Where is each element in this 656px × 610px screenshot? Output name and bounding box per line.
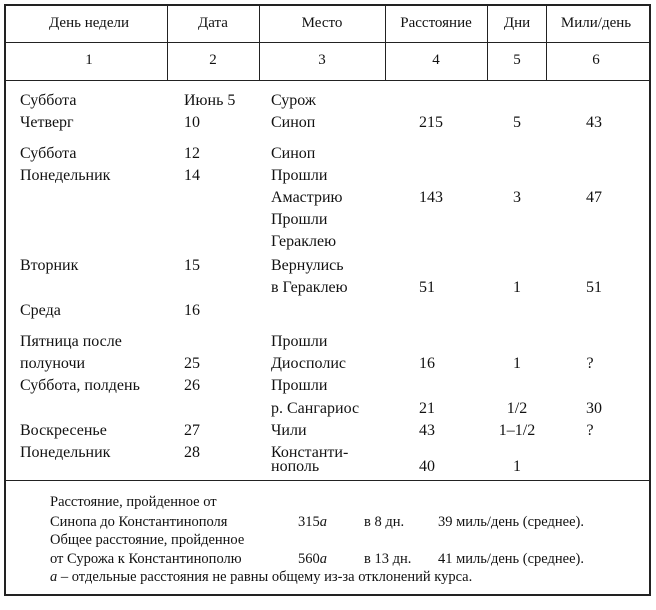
cell-place: Прошли — [271, 211, 328, 228]
cell-place: Прошли — [271, 377, 328, 394]
header-place: Место — [301, 15, 343, 31]
cell-place: р. Сангариос — [271, 400, 360, 417]
cell-place: Чили — [271, 422, 307, 439]
col-sep-1 — [167, 4, 168, 81]
cell-mpd: 30 — [586, 400, 602, 417]
cell-days: 1 — [513, 458, 521, 475]
cell-days: 3 — [513, 189, 521, 206]
footer-days: в 8 дн. — [364, 514, 405, 530]
cell-day: полуночи — [20, 355, 86, 372]
cell-date: 15 — [184, 257, 200, 274]
footer-note-marker: a — [50, 569, 58, 585]
cell-distance: 51 — [419, 279, 435, 296]
cell-date: 27 — [184, 422, 200, 439]
cell-days: 1–1/2 — [498, 422, 536, 439]
cell-date: 12 — [184, 145, 200, 162]
cell-day: Пятница после — [20, 333, 122, 350]
footer-text: – отдельные расстояния не равны общему из-за отклонений курса. — [57, 569, 473, 585]
cell-days: 5 — [513, 114, 521, 131]
cell-distance: 40 — [419, 458, 435, 475]
header-day: День недели — [49, 15, 129, 31]
footer-line-3 — [50, 532, 244, 549]
cell-distance: 16 — [419, 355, 435, 372]
cell-date: 14 — [184, 167, 200, 184]
header-divider — [4, 42, 651, 43]
col-sep-4 — [487, 4, 488, 81]
table-border-bottom — [4, 594, 651, 596]
cell-distance: 215 — [419, 114, 443, 131]
table-border-right — [649, 4, 651, 596]
cell-mpd: 51 — [586, 279, 602, 296]
cell-days: 1 — [513, 279, 521, 296]
cell-day: Суббота — [20, 92, 77, 109]
cell-date: Июнь 5 — [184, 92, 236, 109]
header-miles-per-day: Мили/день — [560, 15, 632, 31]
cell-place: Синоп — [271, 114, 316, 131]
cell-day: Понедельник — [20, 167, 111, 184]
cell-place: Вернулись — [271, 257, 344, 274]
cell-place: нополь — [271, 458, 320, 475]
col-number: 4 — [432, 52, 440, 68]
cell-distance: 143 — [419, 189, 443, 206]
cell-place: Прошли — [271, 333, 328, 350]
col-sep-5 — [546, 4, 547, 81]
body-divider — [4, 480, 651, 481]
header-days: Дни — [503, 15, 531, 31]
cell-day: Среда — [20, 302, 61, 319]
cell-day: Воскресенье — [20, 422, 107, 439]
cell-days: 1/2 — [506, 400, 528, 417]
col-sep-3 — [385, 4, 386, 81]
cell-place: Амастрию — [271, 189, 343, 206]
cell-date: 26 — [184, 377, 200, 394]
footer-distance: 560a — [298, 551, 327, 567]
cell-date: 28 — [184, 444, 200, 461]
cell-date: 16 — [184, 302, 200, 319]
cell-place: Синоп — [271, 145, 316, 162]
footer-days: в 13 дн. — [364, 551, 412, 567]
cell-date: 10 — [184, 114, 200, 131]
cell-mpd: 47 — [586, 189, 602, 206]
footer-text: от Сурожа к Константинополю — [50, 551, 242, 567]
cell-distance: 21 — [419, 400, 435, 417]
cell-day: Вторник — [20, 257, 79, 274]
col-number: 1 — [85, 52, 93, 68]
cell-place: Диосполис — [271, 355, 346, 372]
footer-text: Общее расстояние, пройденное — [50, 532, 245, 548]
footer-avg: 39 миль/день (среднее). — [438, 514, 584, 530]
header-date: Дата — [198, 15, 228, 31]
col-number: 6 — [592, 52, 600, 68]
cell-day: Суббота — [20, 145, 77, 162]
footer-text: Расстояние, пройденное от — [50, 494, 217, 510]
footer-avg: 41 миль/день (среднее). — [438, 551, 584, 567]
cell-days: 1 — [513, 355, 521, 372]
colnum-divider — [4, 80, 651, 81]
cell-day: Понедельник — [20, 444, 111, 461]
cell-distance: 43 — [419, 422, 435, 439]
cell-place: Гераклею — [271, 233, 337, 250]
cell-place: в Гераклею — [271, 279, 348, 296]
cell-day: Четверг — [20, 114, 74, 131]
cell-place: Прошли — [271, 167, 328, 184]
footer-line-1 — [50, 494, 217, 511]
col-sep-2 — [259, 4, 260, 81]
footer-note — [50, 569, 472, 586]
cell-day: Суббота, полдень — [20, 377, 140, 394]
cell-mpd: ? — [586, 422, 594, 439]
footer-text: Синопа до Константинополя — [50, 514, 228, 530]
cell-place: Сурож — [271, 92, 316, 109]
cell-mpd: ? — [586, 355, 594, 372]
cell-place: Константи- — [271, 444, 349, 461]
footer-distance: 315a — [298, 514, 327, 530]
col-number: 2 — [209, 52, 217, 68]
cell-mpd: 43 — [586, 114, 602, 131]
header-distance: Расстояние — [400, 15, 472, 31]
cell-date: 25 — [184, 355, 200, 372]
col-number: 3 — [318, 52, 326, 68]
table-border-top — [4, 4, 651, 6]
table-border-left — [4, 4, 6, 596]
col-number: 5 — [513, 52, 521, 68]
